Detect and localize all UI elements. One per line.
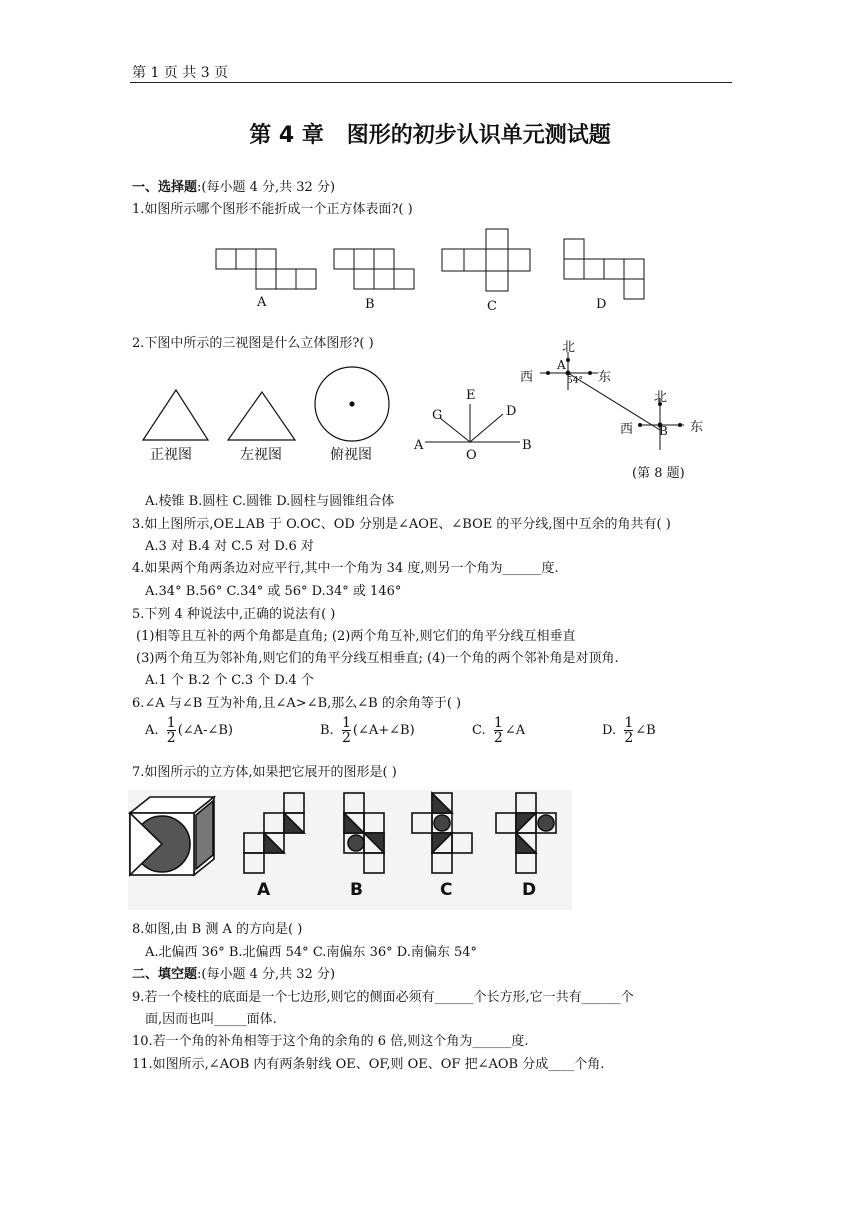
q5-statements-2: (3)两个角互为邻补角,则它们的角平分线互相垂直; (4)一个角的两个邻补角是对顶角. (136, 651, 619, 666)
page-info: 第 1 页 共 3 页 (132, 65, 229, 81)
q6-a-expr: (∠A-∠B) (177, 723, 233, 738)
q7-net-b (344, 793, 384, 873)
q6-c-fraction: $\frac{1}{2}$ (493, 715, 503, 746)
compass-figure (0, 340, 860, 460)
q6-text: 6.∠A 与∠B 互为补角,且∠A>∠B,那么∠B 的余角等于( ) (132, 696, 462, 711)
q6-d-prefix: D. (602, 723, 617, 738)
q6-c-prefix: C. (472, 723, 486, 738)
q6-option-a (145, 716, 233, 745)
q9-line1: 9.若一个棱柱的底面是一个七边形,则它的侧面必须有______个长方形,它一共有______个 (132, 990, 634, 1005)
q7-net-a (244, 793, 304, 873)
q7-text: 7.如图所示的立方体,如果把它展开的图形是( ) (132, 765, 397, 780)
q4-text: 4.如果两个角两条边对应平行,其中一个角为 34 度,则另一个角为______度. (132, 561, 559, 576)
angle-label-d: D (506, 404, 517, 419)
q6-d-expr: ∠B (635, 723, 656, 738)
q7-net-d (496, 793, 556, 873)
section1-label: 一、选择题 (132, 180, 198, 195)
q5-text: 5.下列 4 种说法中,正确的说法有( ) (132, 607, 336, 622)
section2-note: :(每小题 4 分,共 32 分) (197, 967, 336, 982)
angle-label-o: O (466, 448, 477, 463)
q7-net-c (412, 793, 472, 873)
compass-bottom-west: 西 (620, 422, 634, 437)
q6-b-prefix: B. (320, 723, 334, 738)
q9-line2: 面,因而也叫_____面体. (145, 1012, 277, 1027)
q7-label-b: B (350, 880, 363, 900)
section1-heading (132, 176, 335, 195)
q6-option-c (472, 716, 525, 745)
q6-c-expr: ∠A (504, 723, 526, 738)
net-label-c: C (487, 299, 497, 314)
header-rule (130, 82, 732, 83)
compass-top-east: 东 (598, 370, 612, 385)
compass-point-a: A (557, 358, 566, 372)
q3-text: 3.如上图所示,OE⊥AB 于 O.OC、OD 分别是∠AOE、∠BOE 的平分线,图中互余的角共有( ) (132, 517, 671, 532)
q1-cube-nets (0, 225, 860, 325)
compass-bottom-north: 北 (654, 390, 668, 405)
compass-top-west: 西 (520, 370, 534, 385)
compass-top-north: 北 (562, 340, 576, 355)
angle-label-a: A (414, 438, 424, 453)
q10-text: 10.若一个角的补角相等于这个角的余角的 6 倍,则这个角为______度. (132, 1034, 529, 1049)
net-label-b: B (365, 297, 375, 312)
section2-label: 二、填空题 (132, 967, 198, 982)
figure-8-caption: (第 8 题) (632, 466, 685, 481)
q7-cube-figures (0, 785, 860, 925)
net-a (216, 249, 316, 289)
front-view-label: 正视图 (150, 447, 192, 463)
q6-a-fraction: $\frac{1}{2}$ (166, 715, 176, 746)
q2-text: 2.下图中所示的三视图是什么立体图形?( ) (132, 336, 374, 351)
net-label-a: A (257, 295, 267, 310)
q7-label-c: C (440, 880, 453, 900)
net-d (564, 239, 644, 299)
q6-a-prefix: A. (145, 723, 159, 738)
q6-d-fraction: $\frac{1}{2}$ (624, 715, 634, 746)
q7-label-d: D (522, 880, 537, 900)
q8-text: 8.如图,由 B 测 A 的方向是( ) (132, 922, 303, 937)
net-label-d: D (596, 297, 607, 312)
section1-note: :(每小题 4 分,共 32 分) (197, 180, 336, 195)
q11-text: 11.如图所示,∠AOB 内有两条射线 OE、OF,则 OE、OF 把∠AOB 分成____个角. (132, 1057, 605, 1072)
compass-angle-label: 54° (567, 376, 583, 386)
q1-text: 1.如图所示哪个图形不能折成一个正方体表面?( ) (132, 202, 413, 217)
compass-point-b: B (659, 424, 668, 438)
q6-b-expr: (∠A+∠B) (352, 723, 415, 738)
net-b (334, 249, 414, 289)
q5-options: A.1 个 B.2 个 C.3 个 D.4 个 (145, 673, 314, 688)
q6-b-fraction: $\frac{1}{2}$ (341, 715, 351, 746)
angle-label-e: E (466, 388, 476, 403)
top-view-label: 俯视图 (330, 447, 372, 463)
left-view-label: 左视图 (240, 447, 282, 463)
net-c (442, 229, 530, 291)
angle-label-g: G (432, 408, 443, 423)
q3-options: A.3 对 B.4 对 C.5 对 D.6 对 (145, 539, 314, 554)
q8-options: A.北偏西 36° B.北偏西 54° C.南偏东 36° D.南偏东 54° (145, 945, 478, 960)
cube-drawing (130, 797, 214, 875)
section2-heading (132, 963, 335, 982)
q4-options: A.34° B.56° C.34° 或 56° D.34° 或 146° (145, 584, 402, 599)
angle-label-b: B (522, 438, 532, 453)
q6-option-d (602, 716, 656, 745)
compass-bottom-east: 东 (690, 420, 704, 435)
page-title: 第 4 章 图形的初步认识单元测试题 (249, 123, 611, 148)
q5-statements-1: (1)相等且互补的两个角都是直角; (2)两个角互补,则它们的角平分线互相垂直 (136, 629, 576, 644)
q6-option-b (320, 716, 415, 745)
q7-label-a: A (257, 880, 271, 900)
q2-options: A.棱锥 B.圆柱 C.圆锥 D.圆柱与圆锥组合体 (145, 494, 395, 509)
